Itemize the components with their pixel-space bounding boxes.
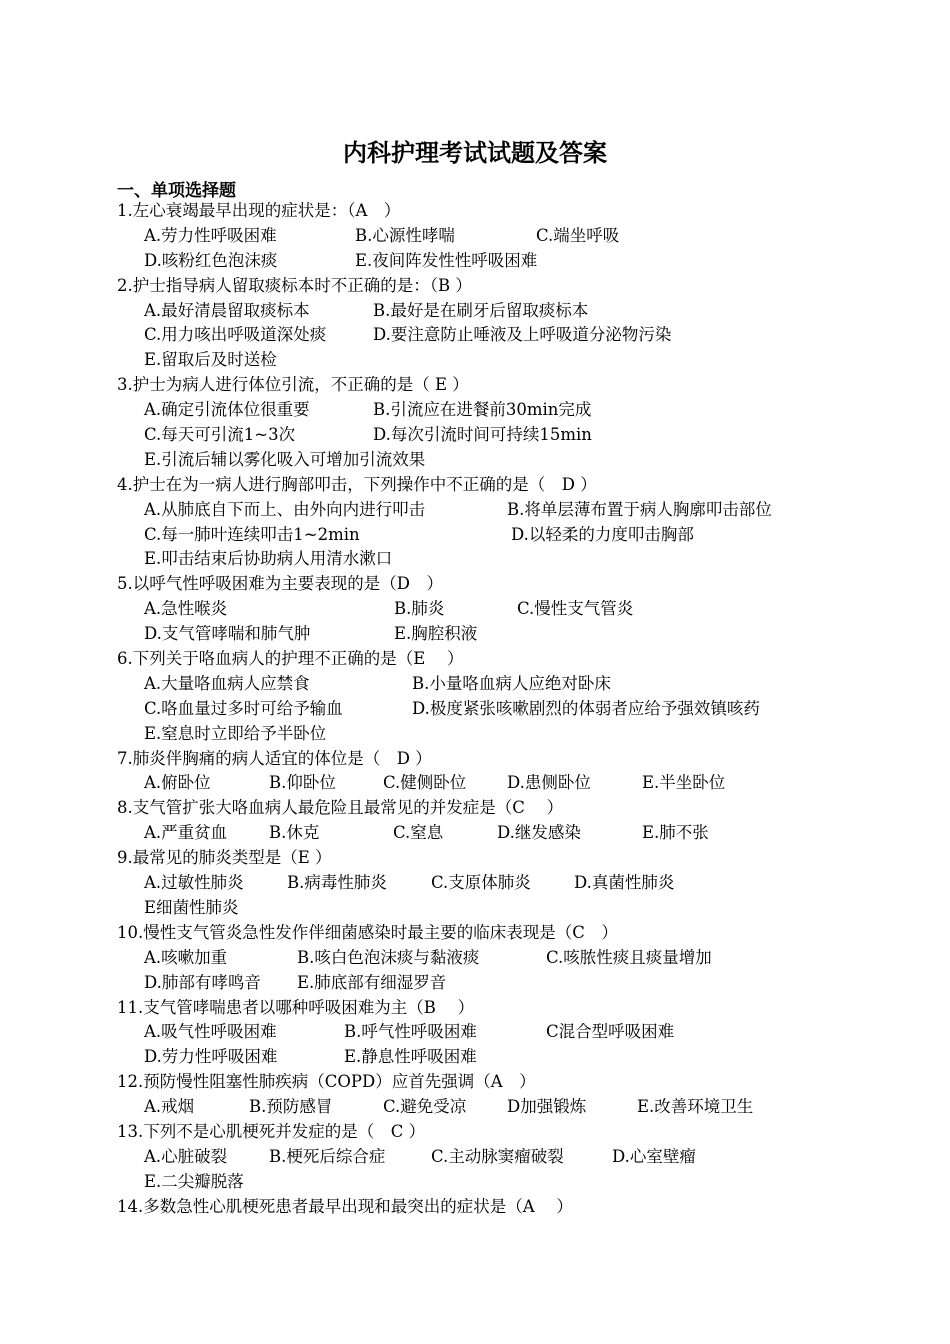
answer-option: E细菌性肺炎 [144, 897, 239, 917]
answer-option: B.病毒性肺炎 [287, 873, 387, 893]
answer-option: B.仰卧位 [269, 773, 336, 793]
answer-option: B.肺炎 [394, 599, 445, 619]
answer-option: D.支气管哮喘和肺气肿 [144, 624, 311, 644]
answer-option: A.急性喉炎 [144, 599, 228, 619]
answer-option: C.端坐呼吸 [536, 225, 620, 245]
answer-option: C.支原体肺炎 [431, 873, 531, 893]
question-stem: 6.下列关于咯血病人的护理不正确的是（E ） [117, 649, 464, 669]
answer-option: A.吸气性呼吸困难 [144, 1022, 277, 1042]
answer-option: C.慢性支气管炎 [517, 599, 634, 619]
answer-option: E.半坐卧位 [642, 773, 726, 793]
answer-option: E.窒息时立即给予半卧位 [144, 723, 327, 743]
answer-option: D.要注意防止唾液及上呼吸道分泌物污染 [373, 325, 672, 345]
page-title: 内科护理考试试题及答案 [343, 139, 607, 167]
option-row [117, 946, 837, 971]
answer-option: C.用力咳出呼吸道深处痰 [144, 325, 327, 345]
answer-option: E.胸腔积液 [394, 624, 478, 644]
answer-option: E.肺不张 [642, 823, 709, 843]
answer-option: A.咳嗽加重 [144, 947, 228, 967]
answer-option: A.严重贫血 [144, 823, 228, 843]
answer-option: D.肺部有哮鸣音 [144, 972, 261, 992]
answer-option: E.夜间阵发性性呼吸困难 [355, 250, 538, 270]
answer-option: D加强锻炼 [507, 1097, 587, 1117]
option-row [117, 249, 837, 274]
option-row [117, 722, 837, 747]
option-row [117, 821, 837, 846]
answer-option: B.咳白色泡沫痰与黏液痰 [297, 947, 480, 967]
question-list [117, 199, 837, 1220]
answer-option: C.每一肺叶连续叩击1~2min [144, 524, 360, 544]
section-heading: 一、单项选择题 [117, 181, 236, 201]
answer-option: B.心源性哮喘 [355, 225, 455, 245]
question-stem: 3.护士为病人进行体位引流，不正确的是（ E ） [117, 375, 469, 395]
option-row [117, 523, 837, 548]
option-row [117, 498, 837, 523]
question-stem: 2.护士指导病人留取痰标本时不正确的是：（B ） [117, 275, 472, 295]
answer-option: D.每次引流时间可持续15min [373, 425, 592, 445]
answer-option: D.极度紧张咳嗽剧烈的体弱者应给予强效镇咳药 [412, 698, 760, 718]
answer-option: E.肺底部有细湿罗音 [297, 972, 447, 992]
option-row [117, 547, 837, 572]
option-row [117, 448, 837, 473]
question-stem: 14.多数急性心肌梗死患者最早出现和最突出的症状是（A ） [117, 1196, 573, 1216]
answer-option: B.呼气性呼吸困难 [344, 1022, 477, 1042]
answer-option: B.小量咯血病人应绝对卧床 [412, 673, 611, 693]
answer-option: D.真菌性肺炎 [574, 873, 675, 893]
answer-option: C.咳脓性痰且痰量增加 [546, 947, 712, 967]
answer-option: D.患侧卧位 [507, 773, 591, 793]
answer-option: A.从肺底自下而上、由外向内进行叩击 [144, 499, 426, 519]
answer-option: A.确定引流体位很重要 [144, 400, 310, 420]
answer-option: D.以轻柔的力度叩击胸部 [511, 524, 694, 544]
option-row [117, 323, 837, 348]
answer-option: D.咳粉红色泡沫痰 [144, 250, 278, 270]
question-stem: 1.左心衰竭最早出现的症状是：（A ） [117, 201, 401, 220]
answer-option: C.咯血量过多时可给予输血 [144, 698, 343, 718]
option-row [117, 971, 837, 996]
option-row [117, 672, 837, 697]
answer-option: C.主动脉窦瘤破裂 [431, 1146, 564, 1166]
option-row [117, 423, 837, 448]
option-row [117, 398, 837, 423]
answer-option: E.静息性呼吸困难 [344, 1047, 477, 1067]
option-row [117, 1020, 837, 1045]
answer-option: E.叩击结束后协助病人用清水漱口 [144, 549, 393, 569]
answer-option: E.留取后及时送检 [144, 350, 277, 370]
answer-option: D.劳力性呼吸困难 [144, 1047, 278, 1067]
question-stem: 11.支气管哮喘患者以哪种呼吸困难为主（B ） [117, 997, 475, 1017]
option-row [117, 1170, 837, 1195]
option-row [117, 1145, 837, 1170]
option-row [117, 224, 837, 249]
option-row [117, 896, 837, 921]
answer-option: B.梗死后综合症 [269, 1146, 386, 1166]
option-row [117, 771, 837, 796]
answer-option: B.引流应在进餐前30min完成 [373, 400, 592, 420]
option-row [117, 348, 837, 373]
answer-option: B.休克 [269, 823, 320, 843]
answer-option: A.过敏性肺炎 [144, 873, 244, 893]
option-row [117, 1095, 837, 1120]
answer-option: B.最好是在刷牙后留取痰标本 [373, 300, 589, 320]
answer-option: C混合型呼吸困难 [546, 1022, 675, 1042]
answer-option: D.心室壁瘤 [612, 1146, 696, 1166]
question-stem: 13.下列不是心肌梗死并发症的是（ C ） [117, 1121, 426, 1141]
answer-option: C.避免受凉 [383, 1097, 467, 1117]
answer-option: B.预防感冒 [249, 1097, 333, 1117]
question-stem: 4.护士在为一病人进行胸部叩击，下列操作中不正确的是（ D ） [117, 474, 597, 494]
answer-option: A.劳力性呼吸困难 [144, 225, 277, 245]
answer-option: E.引流后辅以雾化吸入可增加引流效果 [144, 449, 426, 469]
option-row [117, 622, 837, 647]
answer-option: C.窒息 [393, 823, 444, 843]
answer-option: A.俯卧位 [144, 773, 211, 793]
answer-option: E.改善环境卫生 [637, 1097, 754, 1117]
answer-option: C.健侧卧位 [383, 773, 467, 793]
question-stem: 9.最常见的肺炎类型是（E ） [117, 848, 332, 868]
answer-option: A.最好清晨留取痰标本 [144, 300, 310, 320]
option-row [117, 871, 837, 896]
question-stem: 10.慢性支气管炎急性发作伴细菌感染时最主要的临床表现是（C ） [117, 922, 618, 942]
answer-option: C.每天可引流1~3次 [144, 425, 296, 445]
option-row [117, 299, 837, 324]
answer-option: A.心脏破裂 [144, 1146, 228, 1166]
option-row [117, 597, 837, 622]
question-stem: 7.肺炎伴胸痛的病人适宜的体位是（ D ） [117, 748, 432, 768]
answer-option: B.将单层薄布置于病人胸廓叩击部位 [507, 499, 772, 519]
question-stem: 12.预防慢性阻塞性肺疾病（COPD）应首先强调（A ） [117, 1072, 536, 1092]
answer-option: A.大量咯血病人应禁食 [144, 673, 310, 693]
answer-option: A.戒烟 [144, 1097, 195, 1117]
answer-option: D.继发感染 [497, 823, 581, 843]
option-row [117, 697, 837, 722]
question-stem: 5.以呼气性呼吸困难为主要表现的是（D ） [117, 574, 443, 594]
answer-option: E.二尖瓣脱落 [144, 1171, 244, 1191]
option-row [117, 1045, 837, 1070]
question-stem: 8.支气管扩张大咯血病人最危险且最常见的并发症是（C ） [117, 798, 564, 818]
